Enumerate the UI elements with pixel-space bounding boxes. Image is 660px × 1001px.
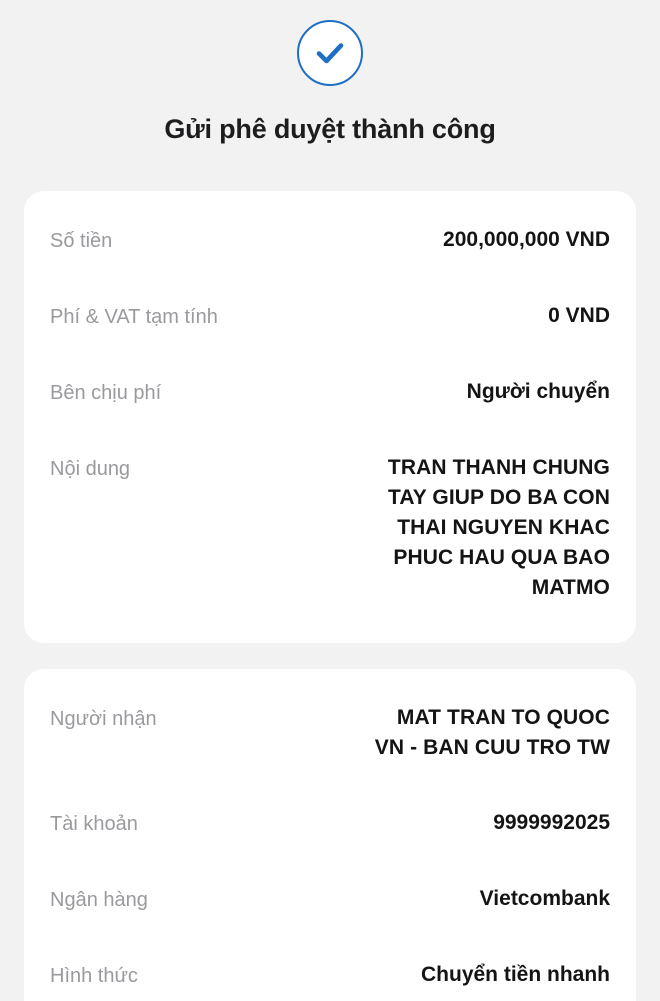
table-row (50, 278, 610, 354)
amount-value: 200,000,000 VND (443, 228, 610, 251)
account-number-label: Tài khoản (50, 813, 138, 835)
recipient-value (179, 703, 610, 763)
content-line: TAY GIUP DO BA CON (388, 486, 610, 509)
table-row (50, 861, 610, 937)
content-value (152, 453, 610, 603)
content-line: TRAN THANH CHUNG (387, 456, 610, 479)
fee-payer-label: Bên chịu phí (50, 382, 162, 404)
bank-value: Vietcombank (479, 887, 610, 910)
recipient-label: Người nhận (50, 708, 157, 730)
page-title: Gửi phê duyệt thành công (164, 114, 496, 144)
check-circle-icon (297, 20, 363, 86)
account-number-value: 9999992025 (493, 811, 610, 834)
transfer-method-value: Chuyển tiền nhanh (421, 963, 610, 986)
transaction-details-card (24, 191, 636, 643)
fee-vat-value: 0 VND (548, 304, 610, 327)
bank-label: Ngân hàng (50, 889, 148, 911)
table-row (50, 354, 610, 430)
success-header (0, 0, 660, 145)
transfer-method-label: Hình thức (50, 965, 138, 987)
table-row (50, 937, 610, 1001)
beneficiary-details-card (24, 669, 636, 1001)
content-line: PHUC HAU QUA BAO (393, 546, 610, 569)
table-row (50, 677, 610, 785)
recipient-line: MAT TRAN TO QUOC (396, 706, 610, 729)
content-label: Nội dung (50, 458, 131, 480)
fee-vat-label: Phí & VAT tạm tính (50, 306, 218, 328)
amount-label: Số tiền (50, 230, 113, 252)
table-row (50, 785, 610, 861)
content-line: MATMO (531, 576, 610, 599)
content-line: THAI NGUYEN KHAC (397, 516, 610, 539)
table-row (50, 199, 610, 278)
recipient-line: VN - BAN CUU TRO TW (374, 736, 610, 759)
table-row (50, 430, 610, 633)
fee-payer-value: Người chuyển (466, 380, 610, 403)
